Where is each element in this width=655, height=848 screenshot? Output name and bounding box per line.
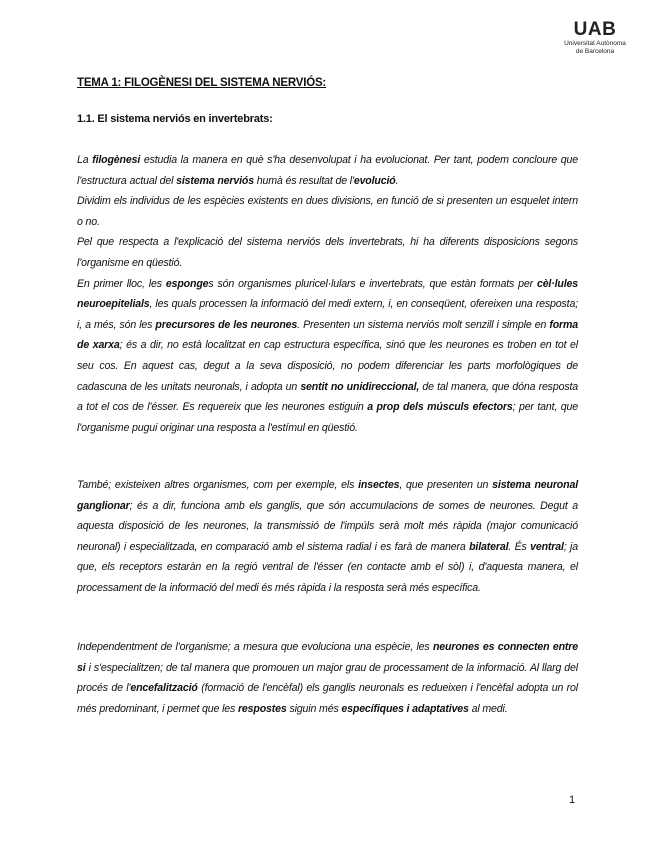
paragraph-invertebrates — [77, 150, 578, 438]
section-subtitle: 1.1. El sistema nerviós en invertebrats: — [77, 113, 273, 125]
page-number: 1 — [569, 794, 576, 806]
sentence-sponges: En primer lloc, les esponges són organismes pluricel·lulars e invertebrats, que estàn formats per cèl·lules neuroepitelials, les quals processen la informació del medi extern, i, en conseqüent, ofereixen una resposta; i, a més, són les precursores de les neurones. Presenten un sistema nerviós molt senzill i simple en forma de xarxa; és a dir, no està localitzat en cap estructura específica, sinó que les neurones es troben en tot el seu cos. En aquest cas, degut a la seva disposició, no podem diferenciar les parts morfològiques de cadascuna de les unitats neuronals, i adopta un sentit no unidireccional, de tal manera, que dóna resposta a tot el cos de l'ésser. Es requereix que les neurones estiguin a prop dels músculs efectors; per tant, que l'organisme pugui originar una resposta a l'estímul en qüestió. — [77, 277, 579, 434]
sentence-dispositions: Pel que respecta a l'explicació del sistema nerviós dels invertebrats, hi ha diferents disposicions segons l'organisme en qüestió. — [77, 236, 578, 269]
sentence-divisions: Dividim els individus de les espècies existents en dues divisions, en funció de si presenten un esquelet intern o no. — [77, 195, 578, 228]
uab-logo-mark: UAB — [573, 19, 617, 40]
uab-logo-line-1: Universitat Autònoma — [564, 40, 626, 47]
page-title: TEMA 1: FILOGÈNESI DEL SISTEMA NERVIÓS: — [77, 77, 327, 89]
uab-logo — [550, 20, 640, 56]
uab-logo-line-2: de Barcelona — [575, 48, 615, 55]
paragraph-insects: També; existeixen altres organismes, com per exemple, els insectes, que presenten un sistema neuronal ganglionar; és a dir, funciona amb els ganglis, que són accumulacions de somes de neurones. Degut a aquesta disposició de les neurones, la transmissió de l'impúls serà molt més ràpida (major comunicació neuronal) i especialitzada, en comparació amb el sistema radial i es farà de manera bilateral. És ventral; ja que, els receptors estaràn en la regió ventral de l'ésser (en contacte amb el sòl) i, d'aquesta manera, el processament de la informació del medi és més ràpida i la resposta serà més específica. — [77, 479, 578, 594]
paragraph-encephalization: Independentment de l'organisme; a mesura que evoluciona una espècie, les neurones es connecten entre si i s'especialitzen; de tal manera que promouen un major grau de processament de la informació. Al llarg del procés de l'encefalització (formació de l'encèfal) els ganglis neuronals es redueixen i l'encèfal adopta un rol més predominant, i permet que les respostes siguin més específiques i adaptatives al medi. — [77, 641, 578, 715]
sentence-phylogenesis: La filogènesi estudia la manera en què s'ha desenvolupat i ha evolucionat. Per tant, podem concloure que l'estructura actual del sistema nerviós humà és resultat de l'evolució. — [77, 154, 579, 187]
